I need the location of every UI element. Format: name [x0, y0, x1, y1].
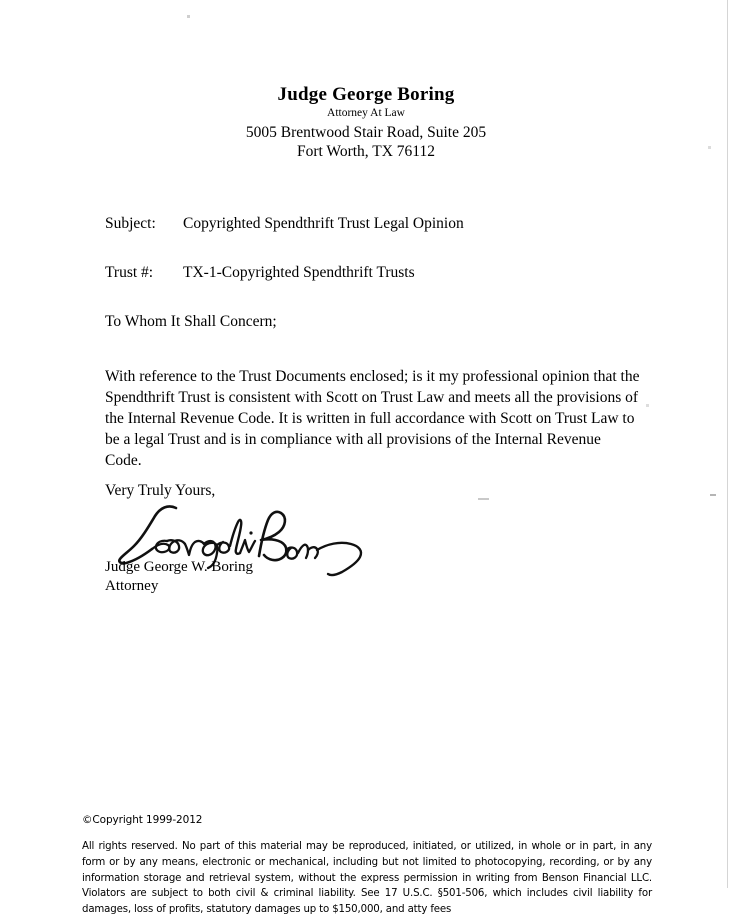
scan-speck [646, 404, 649, 407]
copyright-line: ©Copyright 1999-2012 [82, 814, 203, 826]
salutation: To Whom It Shall Concern; [105, 313, 277, 330]
scan-speck [710, 494, 716, 496]
trust-number-row [105, 264, 415, 282]
signer-title: Attorney [105, 578, 159, 595]
letterhead-role: Attorney At Law [327, 107, 405, 120]
scan-speck [478, 498, 489, 500]
body-paragraph: With reference to the Trust Documents enclosed; is it my professional opinion that the Spendthrift Trust is consistent with Scott on Trust Law and meets all the provisions of the Internal Revenue Code. It is written in full accordance with Scott on Trust Law to be a legal Trust and is in compliance with all provisions of the Internal Revenue Code. [105, 368, 640, 470]
closing-line: Very Truly Yours, [105, 482, 216, 499]
scan-speck [187, 15, 190, 18]
letterhead-name: Judge George Boring [277, 84, 455, 105]
footer [82, 814, 652, 918]
letterhead-city: Fort Worth, TX 76112 [297, 143, 435, 161]
signer-name: Judge George W. Boring [105, 559, 254, 575]
subject-value: Copyrighted Spendthrift Trust Legal Opinion [183, 215, 464, 232]
legal-notice: All rights reserved. No part of this material may be reproduced, initiated, or utilized, in whole or in part, in any form or by any means, electronic or mechanical, including but not limited to photocopying, recording, or by any information storage and retrieval system, without the express permission in writing from Benson Financial LLC. Violators are subject to both civil & criminal liability. See 17 U.S.C. §501-506, which includes civil liability for damages, loss of profits, statutory damages up to $150,000, and atty fees [82, 841, 652, 916]
trust-number-label: Trust #: [105, 264, 154, 281]
signature-block [105, 558, 253, 596]
letterhead-street: 5005 Brentwood Stair Road, Suite 205 [245, 123, 487, 141]
trust-number-value: TX-1-Copyrighted Spendthrift Trusts [183, 264, 415, 281]
subject-row [105, 215, 464, 233]
subject-label: Subject: [105, 215, 156, 232]
letterhead [0, 84, 732, 162]
